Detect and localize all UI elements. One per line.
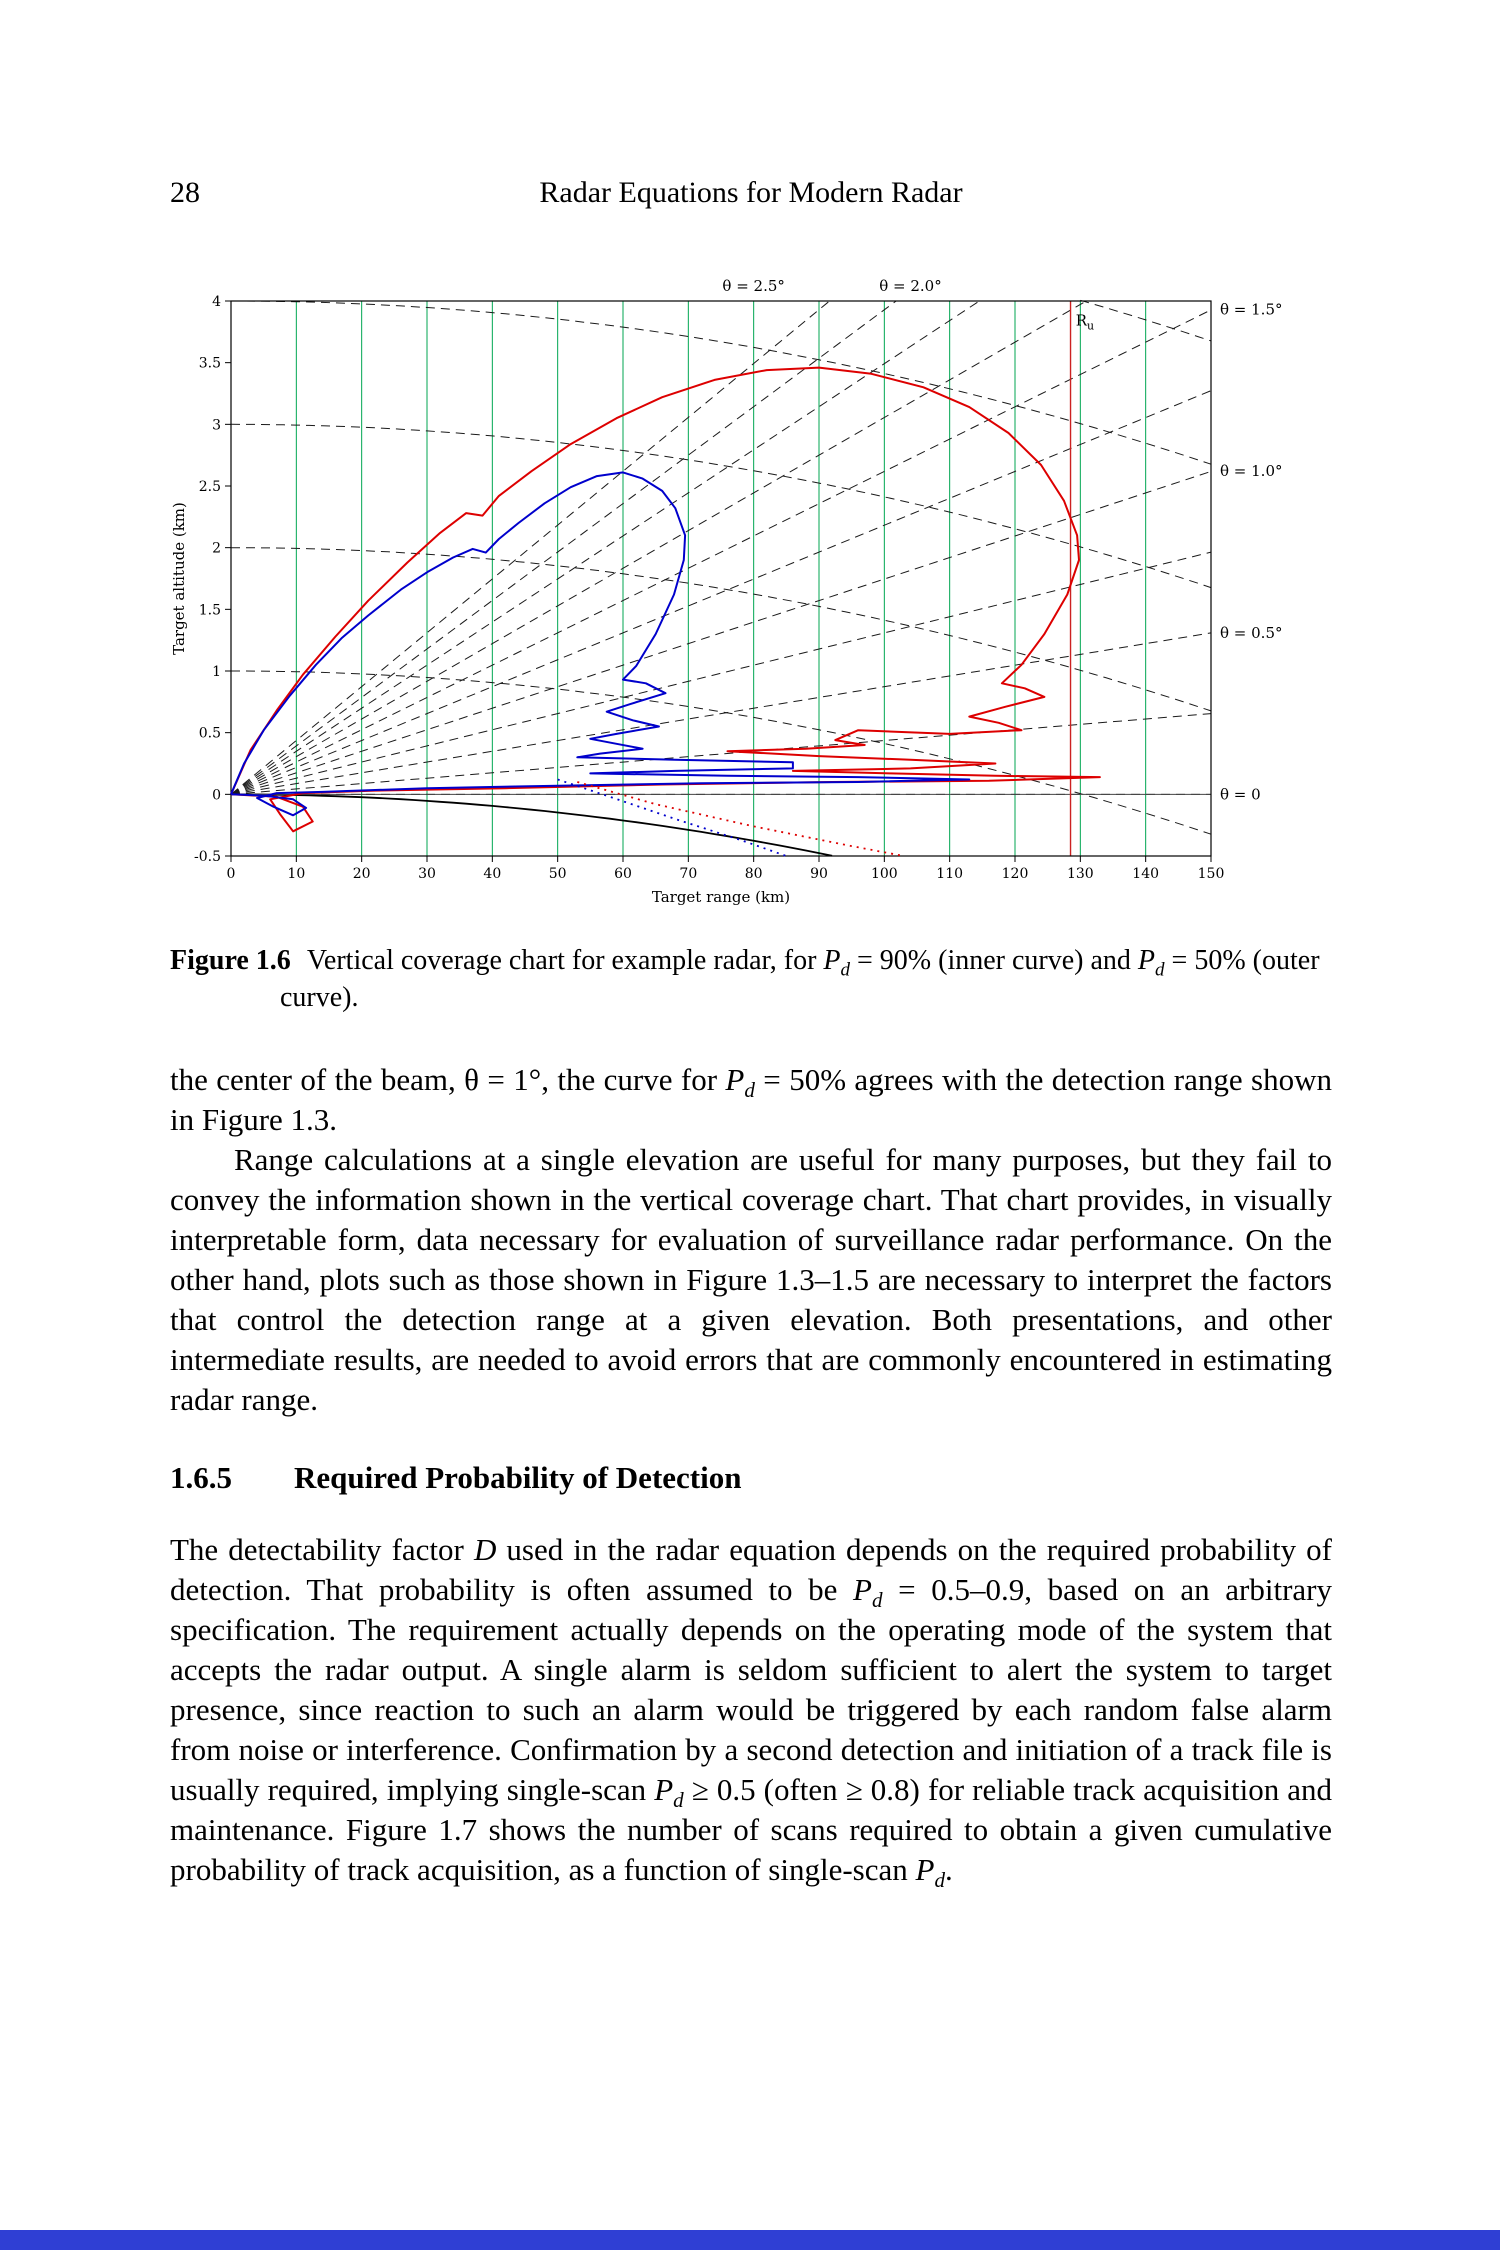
y-tick-label: 1.5: [198, 602, 221, 619]
altitude-curve: [231, 671, 1211, 834]
plot-frame: [231, 301, 1211, 856]
y-tick-label: 2: [212, 540, 221, 557]
chart-annotation: θ = 1.5°: [1220, 300, 1283, 319]
x-tick-label: 20: [352, 866, 371, 882]
chart-annotation: θ = 0.5°: [1220, 623, 1283, 642]
chart-annotation: θ = 2.0°: [879, 277, 942, 295]
chart-annotation: θ = 0: [1220, 785, 1261, 804]
x-tick-label: 100: [870, 866, 898, 882]
elevation-ray: [231, 301, 896, 794]
x-tick-label: 90: [810, 866, 828, 882]
x-tick-label: 40: [483, 866, 502, 882]
x-tick-label: 150: [1197, 866, 1225, 882]
x-tick-label: 0: [226, 866, 236, 882]
elevation-ray: [231, 471, 1211, 794]
elevation-ray: [231, 301, 1086, 794]
coverage-chart: [168, 256, 1308, 918]
earth-surface-curve: [231, 794, 832, 855]
paragraph-3: The detectability factor D used in the radar equation depends on the required probability of detection. That probability is often assumed to be $P_d = 0.5-0.9$, based on an arbitrary specification. The requirement actually depends on the operating mode of the system that accepts the radar output. A single alarm is seldom sufficient to alert the system to target presence, since reaction to such an alarm would be triggered by each random false alarm from noise or interference. Confirmation by a second detection and initiation of a track file is usually required, implying single-scan $P_d \ge 0.5$ (often ≥ 0.8) for reliable track acquisition and maintenance. Figure 1.7 shows the number of scans required to obtain a given cumulative probability of track acquisition, as a function of single-scan $P_d$.: [170, 1532, 1333, 1893]
x-tick-label: 10: [287, 866, 306, 882]
y-tick-label: 2.5: [198, 479, 221, 495]
chart-annotation: θ = 1.0°: [1220, 462, 1283, 481]
y-tick-label: -0.5: [194, 849, 221, 865]
chart-annotation: θ = 2.5°: [722, 277, 785, 295]
x-tick-label: 140: [1132, 866, 1160, 882]
y-tick-label: 3.5: [198, 355, 221, 372]
elevation-ray: [231, 310, 1211, 794]
running-title: Radar Equations for Modern Radar: [539, 176, 963, 209]
y-tick-label: 4: [212, 294, 221, 310]
caption-label: Figure 1.6: [170, 945, 291, 976]
figure-caption: [170, 942, 1338, 1016]
x-tick-label: 60: [614, 866, 632, 882]
bottom-strip: [0, 2230, 1500, 2250]
paragraph-2: Range calculations at a single elevation are useful for many purposes, but they fail to convey the information shown in the vertical coverage chart. That chart provides, in visually interpretable form, data necessary for evaluation of surveillance radar performance. On the other hand, plots such as those shown in Figure 1.3–1.5 are necessary to interpret the factors that control the detection range at a given elevation. Both presentations, and other intermediate results, are needed to avoid errors that are commonly encountered in estimating radar range.: [170, 1142, 1332, 1417]
x-tick-label: 120: [1001, 866, 1029, 882]
y-tick-label: 1: [212, 664, 221, 680]
altitude-curve: [231, 424, 1211, 587]
chart-annotation: $R_u$: [1075, 311, 1095, 333]
x-axis-title: Target range (km): [651, 888, 791, 906]
page-number: 28: [170, 176, 200, 209]
altitude-curve: [231, 548, 1211, 711]
dotted-extension: [577, 782, 904, 856]
section-number: 1.6.5: [170, 1460, 232, 1495]
elevation-ray: [231, 552, 1211, 794]
y-axis-title: Target altitude (km): [170, 502, 188, 655]
dotted-extension: [558, 780, 787, 857]
y-tick-label: 0: [212, 787, 221, 804]
page-header: [170, 176, 1332, 210]
x-tick-label: 50: [548, 866, 567, 882]
x-tick-label: 130: [1066, 866, 1094, 882]
x-tick-label: 70: [679, 866, 698, 882]
elevation-ray: [231, 301, 979, 794]
x-tick-label: 110: [936, 866, 964, 882]
section-heading: [170, 1458, 1332, 1498]
pd90-curve: [231, 472, 969, 815]
altitude-curve: [231, 301, 1211, 464]
y-tick-label: 3: [212, 417, 221, 434]
body-text: [170, 1060, 1333, 1893]
caption-text: Vertical coverage chart for example radar, for $P_d = 90\%$ (inner curve) and $P_d = 50\%$ (outer curve).: [280, 945, 1320, 1013]
x-tick-label: 80: [744, 866, 763, 882]
x-tick-label: 30: [418, 866, 436, 882]
paragraph-1: the center of the beam, θ = 1°, the curve for $P_d = 50\%$ agrees with the detection range shown in Figure 1.3.: [170, 1062, 1332, 1137]
section-title: Required Probability of Detection: [294, 1460, 742, 1495]
y-tick-label: 0.5: [198, 725, 221, 742]
